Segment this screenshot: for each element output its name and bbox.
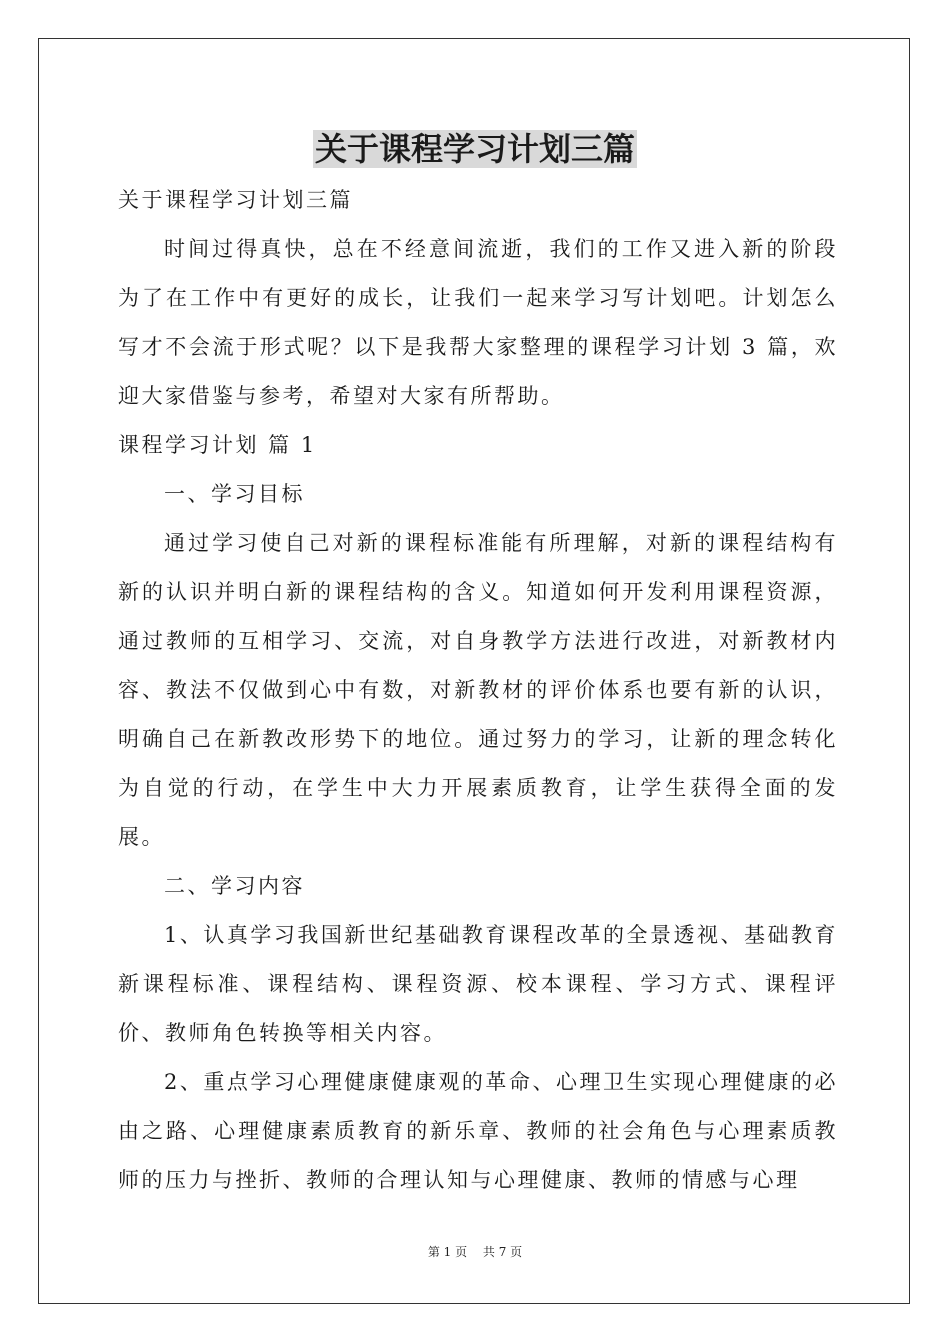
subsection-heading: 二、学习内容 bbox=[164, 874, 305, 898]
paragraph: 关于课程学习计划三篇 bbox=[118, 188, 353, 212]
paragraph: 2、重点学习心理健康健康观的革命、心理卫生实现心理健康的必由之路、心理健康素质教育的新乐章、教师的社会角色与心理素质教师的压力与挫折、教师的合理认知与心理健康、教师的情感与心理 bbox=[118, 1070, 838, 1192]
page-footer bbox=[0, 1243, 950, 1260]
document-title bbox=[0, 126, 950, 172]
page-total: 共 7 页 bbox=[482, 1245, 523, 1259]
paragraph: 1、认真学习我国新世纪基础教育课程改革的全景透视、基础教育新课程标准、课程结构、课程资源、校本课程、学习方式、课程评价、教师角色转换等相关内容。 bbox=[118, 923, 838, 1045]
document-title-text: 关于课程学习计划三篇 bbox=[314, 130, 635, 168]
section-heading: 课程学习计划 篇 1 bbox=[118, 433, 317, 457]
paragraph: 时间过得真快，总在不经意间流逝，我们的工作又进入新的阶段为了在工作中有更好的成长，让我们一起来学习写计划吧。计划怎么写才不会流于形式呢？以下是我帮大家整理的课程学习计划 3 篇，欢迎大家借鉴与参考，希望对大家有所帮助。 bbox=[118, 237, 838, 408]
document-body bbox=[118, 176, 838, 1205]
paragraph: 通过学习使自己对新的课程标准能有所理解，对新的课程结构有新的认识并明白新的课程结构的含义。知道如何开发利用课程资源，通过教师的互相学习、交流，对自身教学方法进行改进，对新教材内容、教法不仅做到心中有数，对新教材的评价体系也要有新的认识，明确自己在新教改形势下的地位。通过努力的学习，让新的理念转化为自觉的行动，在学生中大力开展素质教育，让学生获得全面的发展。 bbox=[118, 531, 838, 849]
subsection-heading: 一、学习目标 bbox=[164, 482, 305, 506]
page-number: 第 1 页 bbox=[427, 1245, 468, 1259]
